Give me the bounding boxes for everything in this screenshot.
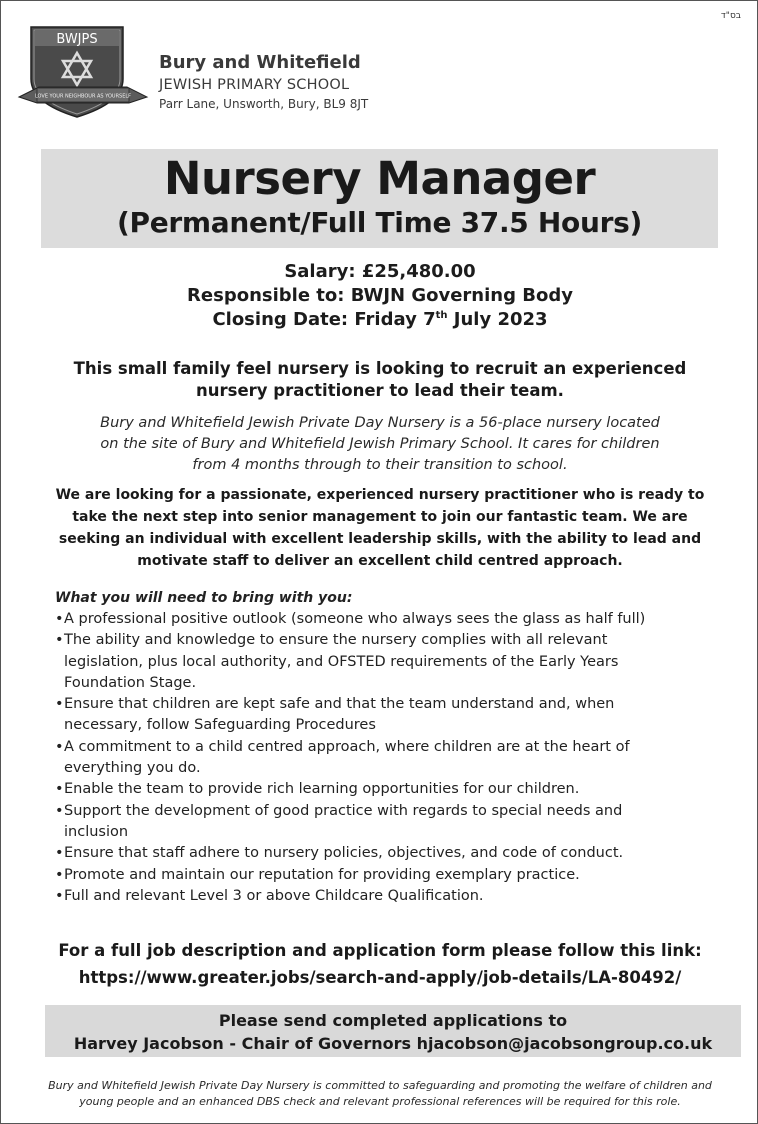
requirement-item — [55, 865, 735, 886]
requirement-item — [55, 694, 735, 737]
safeguarding-footer — [1, 1078, 758, 1110]
requirement-line: A professional positive outlook (someone who always sees the glass as half full) — [64, 611, 646, 627]
school-header — [159, 51, 368, 113]
requirement-item — [55, 801, 735, 844]
hebrew-mark: בס"ד — [720, 11, 741, 21]
requirements-section — [55, 588, 735, 907]
send-applications-banner — [45, 1005, 741, 1057]
requirement-item — [55, 779, 735, 800]
key-facts — [1, 260, 758, 332]
job-title: Nursery Manager — [163, 152, 596, 205]
intro-paragraph — [1, 413, 758, 476]
requirement-line: legislation, plus local authority, and OFSTED requirements of the Early Years — [64, 653, 619, 670]
requirement-line: Full and relevant Level 3 or above Childcare Qualification. — [64, 887, 484, 904]
requirement-line: A commitment to a child centred approach, where children are at the heart of — [64, 738, 630, 755]
send-instruction: Please send completed applications to — [218, 1011, 568, 1030]
bullet-icon: • — [55, 887, 64, 904]
closing-date-line — [1, 308, 758, 332]
requirement-line: Ensure that staff adhere to nursery policies, objectives, and code of conduct. — [64, 845, 624, 862]
role-paragraph — [1, 484, 758, 572]
crest-initials: BWJPS — [56, 32, 98, 47]
requirement-line: The ability and knowledge to ensure the nursery complies with all relevant — [64, 632, 608, 649]
requirement-line: necessary, follow Safeguarding Procedures — [64, 717, 376, 734]
requirement-line: Support the development of good practice with regards to special needs and — [64, 802, 623, 819]
requirement-item — [55, 630, 735, 694]
title-banner — [41, 149, 718, 248]
footer-line: Bury and Whitefield Jewish Private Day Nursery is committed to safeguarding and promoting the welfare of children and — [48, 1079, 712, 1092]
bullet-icon: • — [55, 802, 64, 819]
bullet-icon: • — [55, 781, 64, 798]
requirement-item — [55, 886, 735, 907]
bullet-icon: • — [55, 866, 64, 883]
apply-instruction: For a full job description and application form please follow this link: — [58, 941, 702, 960]
requirement-item — [55, 843, 735, 864]
school-subtitle: JEWISH PRIMARY SCHOOL — [159, 77, 350, 93]
requirement-item — [55, 737, 735, 780]
requirements-list — [55, 609, 735, 907]
apply-section — [1, 937, 758, 991]
salary-line: Salary: £25,480.00 — [284, 261, 476, 282]
school-crest-logo — [17, 25, 149, 121]
contact-line: Harvey Jacobson - Chair of Governors hjacobson@jacobsongroup.co.uk — [73, 1034, 713, 1053]
requirement-item — [55, 609, 735, 630]
headline — [1, 358, 758, 402]
apply-link[interactable]: https://www.greater.jobs/search-and-apply/job-details/LA-80492/ — [78, 968, 682, 987]
requirement-line: Enable the team to provide rich learning opportunities for our children. — [64, 781, 580, 798]
role-line: seeking an individual with excellent leadership skills, with the ability to lead and — [58, 531, 702, 547]
school-name: Bury and Whitefield — [159, 52, 361, 73]
headline-line: This small family feel nursery is looking to recruit an experienced — [73, 359, 687, 378]
closing-date-ordinal: th — [435, 310, 448, 321]
closing-date-suffix: July 2023 — [447, 309, 548, 330]
role-line: take the next step into senior management to join our fantastic team. We are — [72, 509, 688, 525]
footer-line: young people and an enhanced DBS check and relevant professional references will be required for this role. — [79, 1095, 681, 1108]
requirement-line: Promote and maintain our reputation for providing exemplary practice. — [64, 866, 580, 883]
requirement-line: Foundation Stage. — [64, 674, 197, 691]
intro-line: Bury and Whitefield Jewish Private Day Nursery is a 56-place nursery located — [100, 415, 660, 431]
responsible-line: Responsible to: BWJN Governing Body — [187, 285, 573, 306]
intro-line: on the site of Bury and Whitefield Jewish Primary School. It cares for children — [100, 436, 660, 452]
intro-line: from 4 months through to their transition to school. — [192, 457, 568, 473]
bullet-icon: • — [55, 738, 64, 755]
requirement-line: everything you do. — [64, 760, 201, 777]
bullet-icon: • — [55, 696, 64, 713]
school-address: Parr Lane, Unsworth, Bury, BL9 8JT — [159, 97, 369, 111]
role-line: motivate staff to deliver an excellent child centred approach. — [137, 553, 623, 569]
requirement-line: Ensure that children are kept safe and that the team understand and, when — [64, 696, 615, 713]
headline-line: nursery practitioner to lead their team. — [196, 381, 564, 400]
closing-date-prefix: Closing Date: Friday 7 — [212, 309, 436, 330]
bullet-icon: • — [55, 611, 64, 627]
job-hours: (Permanent/Full Time 37.5 Hours) — [117, 206, 642, 239]
bullet-icon: • — [55, 845, 64, 862]
role-line: We are looking for a passionate, experienced nursery practitioner who is ready to — [55, 487, 705, 503]
crest-motto: LOVE YOUR NEIGHBOUR AS YOURSELF — [34, 93, 132, 100]
requirements-heading: What you will need to bring with you: — [55, 590, 353, 606]
requirement-line: inclusion — [64, 823, 129, 840]
bullet-icon: • — [55, 632, 64, 649]
